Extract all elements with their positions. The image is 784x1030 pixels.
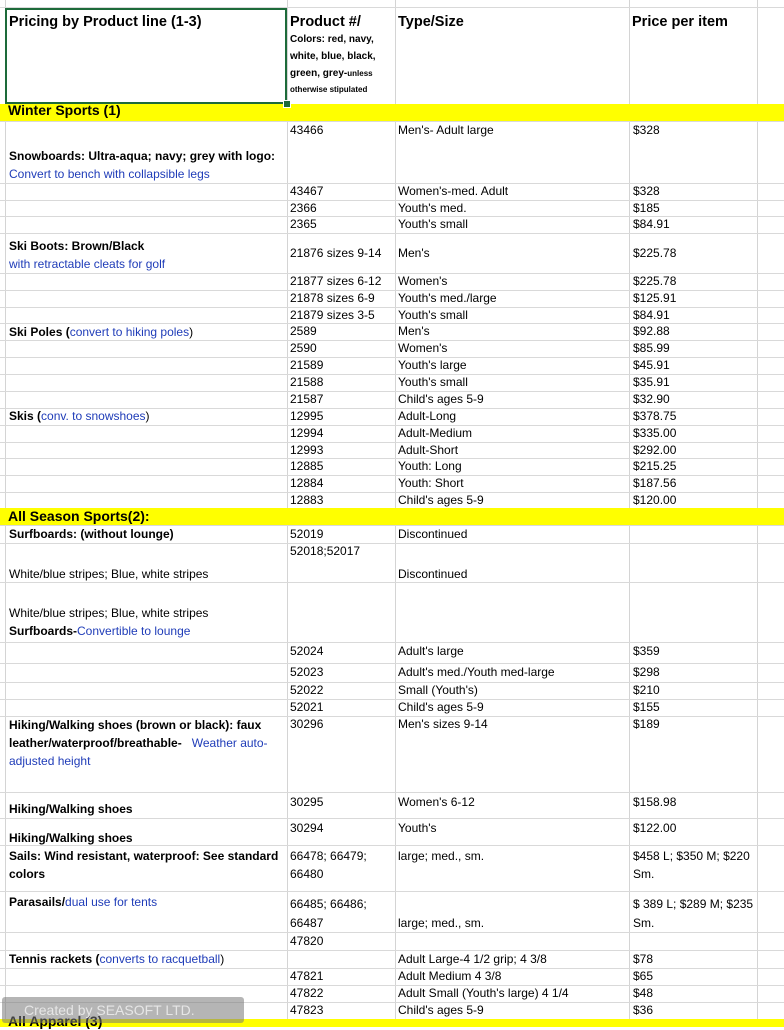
colors-note-line: green, grey-unless	[290, 68, 373, 79]
cell-product-number[interactable]: 52024	[290, 644, 324, 658]
cell-type-size[interactable]: Youth's	[398, 821, 437, 835]
cell-product-number[interactable]: 12994	[290, 426, 324, 440]
section-title-all-season[interactable]: All Season Sports(2):	[8, 508, 150, 524]
cell-product-number[interactable]: 30294	[290, 821, 324, 835]
cell-price[interactable]: $298	[633, 665, 660, 679]
cell-product-number[interactable]: 30295	[290, 795, 324, 809]
selected-cell-outline	[5, 8, 287, 104]
cell-product-number[interactable]: 47821	[290, 969, 324, 983]
cell-product-number[interactable]: 21877 sizes 6-12	[290, 274, 382, 288]
cell-type-size[interactable]: Youth's med.	[398, 201, 467, 215]
cell-product-number[interactable]: 21878 sizes 6-9	[290, 291, 375, 305]
cell-price[interactable]: $120.00	[633, 493, 677, 507]
cell-price[interactable]: $359	[633, 644, 660, 658]
cell-price[interactable]: $92.88	[633, 324, 670, 338]
cell-price[interactable]: $84.91	[633, 217, 670, 231]
cell-product-number[interactable]: 21876 sizes 9-14	[290, 246, 382, 260]
cell-product-number[interactable]: 21589	[290, 358, 324, 372]
cell-type-size[interactable]: Youth's small	[398, 308, 468, 322]
cell-type-size[interactable]: Men's sizes 9-14	[398, 717, 488, 731]
cell-price[interactable]: $158.98	[633, 795, 677, 809]
grid-row-line	[0, 642, 784, 643]
cell-product-number[interactable]: 47823	[290, 1003, 324, 1017]
cell-type-size[interactable]: Adult Small (Youth's large) 4 1/4	[398, 986, 569, 1000]
label-sails[interactable]: Sails: Wind resistant, waterproof: See standard	[9, 849, 279, 863]
cell-type-size[interactable]: Youth's small	[398, 217, 468, 231]
cell-product-number[interactable]: 52018;52017	[290, 544, 361, 558]
cell-type-size[interactable]: Adult Large-4 1/2 grip; 4 3/8	[398, 952, 547, 966]
cell-price[interactable]: Sm.	[633, 867, 655, 881]
colors-note-line: Colors: red, navy,	[290, 34, 374, 45]
cell-price[interactable]: $65	[633, 969, 654, 983]
grid-row-line	[0, 985, 784, 986]
cell-type-size[interactable]: Adult Medium 4 3/8	[398, 969, 502, 983]
cell-product-number[interactable]: 66487	[290, 916, 324, 930]
label-ski-poles[interactable]: Ski Poles (convert to hiking poles)	[9, 325, 194, 339]
cell-price[interactable]: $378.75	[633, 409, 677, 423]
cell-product-number[interactable]: 30296	[290, 717, 324, 731]
cell-product-number[interactable]: 12883	[290, 493, 324, 507]
colors-note-line: white, blue, black,	[290, 51, 376, 62]
cell-type-size[interactable]: Small (Youth's)	[398, 683, 478, 697]
cell-price[interactable]: $45.91	[633, 358, 670, 372]
cell-product-number[interactable]: 52022	[290, 683, 324, 697]
cell-type-size[interactable]: Men's- Adult large	[398, 123, 494, 137]
cell-price[interactable]: $85.99	[633, 341, 670, 355]
cell-type-size[interactable]: Child's ages 5-9	[398, 493, 484, 507]
label-hiking-shoes-c[interactable]: Hiking/Walking shoes	[9, 831, 133, 845]
cell-price[interactable]: $210	[633, 683, 660, 697]
cell-product-number[interactable]: 12885	[290, 459, 324, 473]
section-title-winter[interactable]: Winter Sports (1)	[8, 102, 121, 118]
label-ski-boots[interactable]: Ski Boots: Brown/Black	[9, 239, 145, 253]
cell-price[interactable]: $292.00	[633, 443, 677, 457]
cell-price[interactable]: $48	[633, 986, 654, 1000]
cell-price[interactable]: $ 389 L; $289 M; $235	[633, 897, 754, 911]
cell-type-size[interactable]: Women's	[398, 341, 448, 355]
grid-row-line	[0, 891, 784, 892]
cell-price[interactable]: $125.91	[633, 291, 677, 305]
grid-row-line	[0, 200, 784, 201]
cell-product-number[interactable]: 21587	[290, 392, 324, 406]
cell-product-number[interactable]: 12884	[290, 476, 324, 490]
cell-type-size[interactable]: large; med., sm.	[398, 849, 485, 863]
cell-product-number[interactable]: 47822	[290, 986, 324, 1000]
label-parasails[interactable]: Parasails/dual use for tents	[9, 895, 158, 909]
cell-type-size[interactable]: Discontinued	[398, 567, 468, 581]
fill-handle[interactable]	[283, 100, 291, 108]
cell-price[interactable]: Sm.	[633, 916, 655, 930]
label-surfboards-lounge[interactable]: Surfboards-Convertible to lounge	[9, 624, 191, 638]
cell-price[interactable]: $155	[633, 700, 660, 714]
cell-product-number[interactable]: 2589	[290, 324, 317, 338]
cell-price[interactable]: $225.78	[633, 246, 677, 260]
watermark: Created by SEASOFT LTD.	[2, 997, 244, 1023]
cell-product-number[interactable]: 52021	[290, 700, 324, 714]
cell-price[interactable]: $328	[633, 184, 660, 198]
cell-product-number[interactable]: 66478; 66479;	[290, 849, 367, 863]
cell-price[interactable]: $185	[633, 201, 660, 215]
cell-type-size[interactable]: Discontinued	[398, 527, 468, 541]
column-header-product-line[interactable]: Pricing by Product line (1-3)	[9, 14, 202, 30]
cell-type-size[interactable]: Women's	[398, 274, 448, 288]
cell-type-size[interactable]: Adult-Medium	[398, 426, 473, 440]
cell-price[interactable]: $189	[633, 717, 660, 731]
cell-product-number[interactable]: 12993	[290, 443, 324, 457]
cell-price[interactable]: $225.78	[633, 274, 677, 288]
cell-type-size[interactable]: Youth's small	[398, 375, 468, 389]
cell-price[interactable]: $84.91	[633, 308, 670, 322]
label-hiking-shoes-line2[interactable]: leather/waterproof/breathable- Weather auto-	[9, 736, 268, 750]
cell-type-size[interactable]: Men's	[398, 324, 430, 338]
grid-row-line	[0, 968, 784, 969]
grid-row-line	[0, 543, 784, 544]
cell-price[interactable]: $458 L; $350 M; $220	[633, 849, 750, 863]
grid-row-line	[0, 183, 784, 184]
grid-row-line	[0, 932, 784, 933]
cell-product-number[interactable]: 43467	[290, 184, 324, 198]
cell-type-size[interactable]: Youth's med./large	[398, 291, 497, 305]
cell-type-size[interactable]: Child's ages 5-9	[398, 1003, 484, 1017]
cell-type-size[interactable]: Men's	[398, 246, 430, 260]
cell-product-number[interactable]: 66480	[290, 867, 324, 881]
cell-type-size[interactable]: Adult-Long	[398, 409, 457, 423]
cell-product-number[interactable]: 21879 sizes 3-5	[290, 308, 375, 322]
note-hiking-shoes[interactable]: adjusted height	[9, 754, 91, 768]
label-stripes[interactable]: White/blue stripes; Blue, white stripes	[9, 567, 209, 581]
cell-product-number[interactable]: 2365	[290, 217, 317, 231]
cell-type-size[interactable]: Youth: Long	[398, 459, 462, 473]
cell-type-size[interactable]: Adult's med./Youth med-large	[398, 665, 555, 679]
colors-note-line: otherwise stipulated	[290, 85, 368, 94]
cell-product-number[interactable]: 2366	[290, 201, 317, 215]
cell-product-number[interactable]: 2590	[290, 341, 317, 355]
label-snowboards[interactable]: Snowboards: Ultra-aqua; navy; grey with logo:	[9, 149, 276, 163]
cell-product-number[interactable]: 52023	[290, 665, 324, 679]
cell-price[interactable]: $36	[633, 1003, 654, 1017]
cell-price[interactable]: $335.00	[633, 426, 677, 440]
cell-product-number[interactable]: 66485; 66486;	[290, 897, 367, 911]
cell-price[interactable]: $32.90	[633, 392, 670, 406]
label-surfboards[interactable]: Surfboards: (without lounge)	[9, 527, 174, 541]
column-header-product-number[interactable]: Product #/	[290, 14, 361, 30]
note-snowboards[interactable]: Convert to bench with collapsible legs	[9, 167, 210, 181]
label-sails-line2[interactable]: colors	[9, 867, 46, 881]
column-header-price[interactable]: Price per item	[632, 14, 728, 30]
cell-product-number[interactable]: 52019	[290, 527, 324, 541]
grid-row-line	[0, 699, 784, 700]
cell-product-number[interactable]: 43466	[290, 123, 324, 137]
cell-price[interactable]: $187.56	[633, 476, 677, 490]
grid-row-line	[0, 233, 784, 234]
grid-row-line	[0, 792, 784, 793]
cell-type-size[interactable]: Women's 6-12	[398, 795, 475, 809]
label-hiking-shoes[interactable]: Hiking/Walking shoes (brown or black): faux	[9, 718, 262, 732]
cell-type-size[interactable]: Adult's large	[398, 644, 464, 658]
column-header-type-size[interactable]: Type/Size	[398, 14, 464, 30]
cell-product-number[interactable]: 47820	[290, 934, 324, 948]
cell-price[interactable]: $78	[633, 952, 654, 966]
cell-price[interactable]: $35.91	[633, 375, 670, 389]
label-stripes[interactable]: White/blue stripes; Blue, white stripes	[9, 606, 209, 620]
cell-price[interactable]: $122.00	[633, 821, 677, 835]
label-tennis-rackets[interactable]: Tennis rackets (converts to racquetball)	[9, 952, 225, 966]
note-ski-boots[interactable]: with retractable cleats for golf	[9, 257, 166, 271]
cell-type-size[interactable]: Youth: Short	[398, 476, 464, 490]
grid-row-line	[0, 818, 784, 819]
grid-row-line	[0, 663, 784, 664]
label-skis[interactable]: Skis (conv. to snowshoes)	[9, 409, 150, 423]
cell-type-size[interactable]: large; med., sm.	[398, 916, 485, 930]
cell-product-number[interactable]: 12995	[290, 409, 324, 423]
cell-type-size[interactable]: Child's ages 5-9	[398, 700, 484, 714]
label-hiking-shoes-b[interactable]: Hiking/Walking shoes	[9, 802, 133, 816]
cell-price[interactable]: $328	[633, 123, 660, 137]
cell-type-size[interactable]: Child's ages 5-9	[398, 392, 484, 406]
cell-product-number[interactable]: 21588	[290, 375, 324, 389]
cell-type-size[interactable]: Youth's large	[398, 358, 467, 372]
cell-type-size[interactable]: Women's-med. Adult	[398, 184, 509, 198]
grid-row-line	[0, 682, 784, 683]
cell-price[interactable]: $215.25	[633, 459, 677, 473]
cell-type-size[interactable]: Adult-Short	[398, 443, 459, 457]
grid-row-line	[0, 121, 784, 122]
